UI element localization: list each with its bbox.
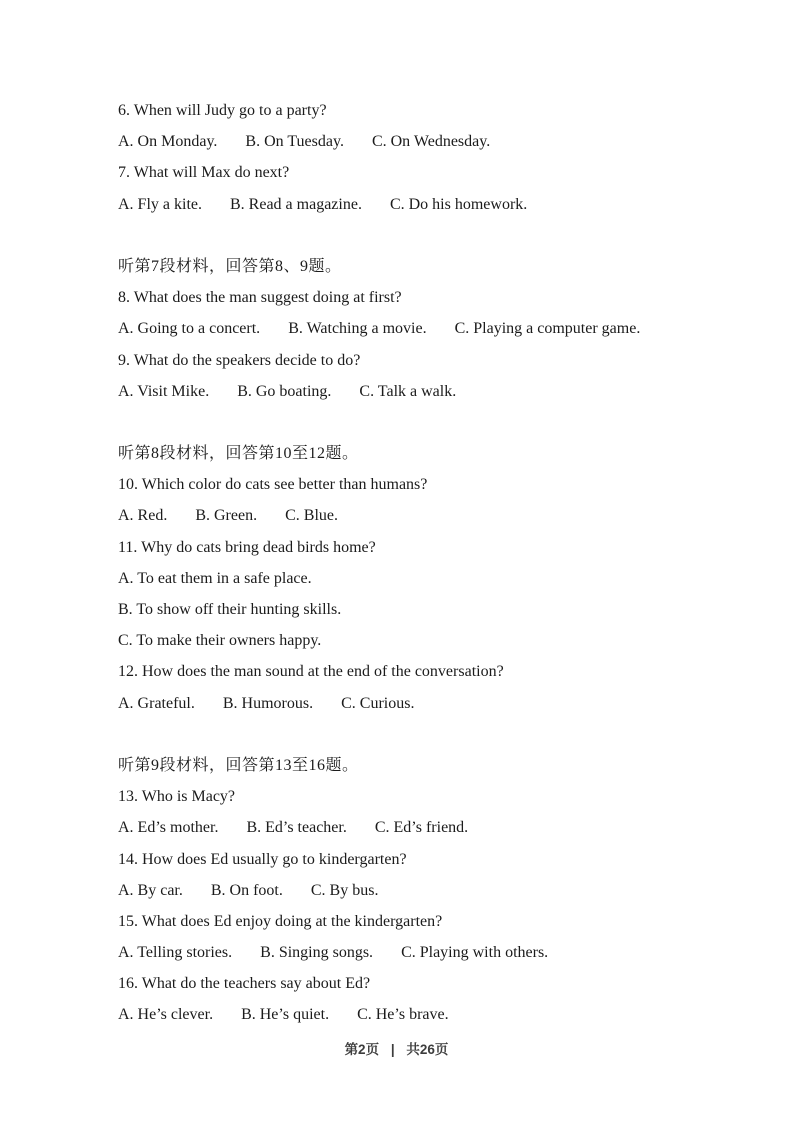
options-line [118, 376, 763, 407]
option: C. He’s brave. [357, 1006, 449, 1024]
option: B. Green. [195, 507, 258, 525]
section-header: 听第7段材料，回答第8、9题。 [118, 257, 342, 275]
option: B. Humorous. [222, 694, 314, 712]
option: A. Grateful. [118, 694, 195, 712]
option: B. Singing songs. [260, 944, 374, 962]
page-footer [0, 1038, 793, 1062]
listening-section [118, 251, 763, 407]
question-text: 16. What do the teachers say about Ed? [118, 975, 371, 993]
options-line [118, 126, 763, 157]
option: B. Watching a movie. [288, 320, 427, 338]
option: C. By bus. [310, 881, 379, 899]
options-line [118, 189, 763, 220]
option: B. On Tuesday. [245, 133, 344, 151]
option: A. Visit Mike. [118, 382, 210, 400]
option: C. On Wednesday. [371, 133, 491, 151]
option: A. He’s clever. [118, 1006, 214, 1024]
options-line [118, 688, 763, 719]
options-line [118, 999, 763, 1030]
option: C. Ed’s friend. [374, 819, 469, 837]
option: B. To show off their hunting skills. [118, 601, 342, 618]
options-line [118, 937, 763, 968]
section-spacer [118, 220, 763, 251]
option: A. Fly a kite. [118, 195, 202, 213]
listening-section [118, 95, 763, 220]
listening-section [118, 750, 763, 1031]
option: C. Talk a walk. [359, 382, 457, 400]
option: B. On foot. [210, 881, 283, 899]
options-line [118, 812, 763, 843]
option: A. Going to a concert. [118, 320, 261, 338]
question-text: 13. Who is Macy? [118, 788, 236, 806]
section-spacer [118, 719, 763, 750]
option: C. Blue. [285, 507, 338, 525]
option: A. Telling stories. [118, 944, 233, 962]
option: B. Go boating. [237, 382, 332, 400]
question-text: 6. When will Judy go to a party? [118, 102, 327, 119]
question-text: 14. How does Ed usually go to kindergarten? [118, 850, 407, 868]
option: C. Do his homework. [389, 195, 528, 213]
footer-separator: | [390, 1042, 395, 1057]
option: A. Ed’s mother. [118, 819, 219, 837]
question-text: 8. What does the man suggest doing at first? [118, 289, 402, 307]
question-text: 9. What do the speakers decide to do? [118, 351, 361, 369]
page-number: 第2页 [344, 1042, 380, 1057]
option: A. Red. [118, 507, 168, 525]
question-text: 15. What does Ed enjoy doing at the kindergarten? [118, 912, 443, 930]
options-line [118, 313, 763, 344]
option: A. On Monday. [118, 133, 218, 151]
exam-page-content [118, 95, 763, 1031]
section-header: 听第9段材料，回答第13至16题。 [118, 756, 359, 774]
option: C. To make their owners happy. [118, 632, 322, 650]
section-spacer [118, 407, 763, 438]
option: B. Read a magazine. [230, 195, 362, 213]
question-list [118, 95, 763, 1031]
option: C. Playing a computer game. [454, 320, 641, 338]
option: A. To eat them in a safe place. [118, 569, 312, 587]
question-text: 7. What will Max do next? [118, 164, 290, 182]
option: A. By car. [118, 881, 183, 899]
question-text: 10. Which color do cats see better than humans? [118, 476, 428, 494]
options-line [118, 500, 763, 531]
section-header: 听第8段材料，回答第10至12题。 [118, 445, 359, 463]
option: B. He’s quiet. [241, 1006, 330, 1024]
option: B. Ed’s teacher. [246, 819, 347, 837]
option: C. Playing with others. [401, 944, 549, 962]
options-line [118, 875, 763, 906]
question-text: 12. How does the man sound at the end of the conversation? [118, 663, 504, 681]
option: C. Curious. [341, 694, 415, 712]
total-pages: 共26页 [406, 1042, 449, 1057]
question-text: 11. Why do cats bring dead birds home? [118, 538, 376, 556]
listening-section [118, 438, 763, 719]
